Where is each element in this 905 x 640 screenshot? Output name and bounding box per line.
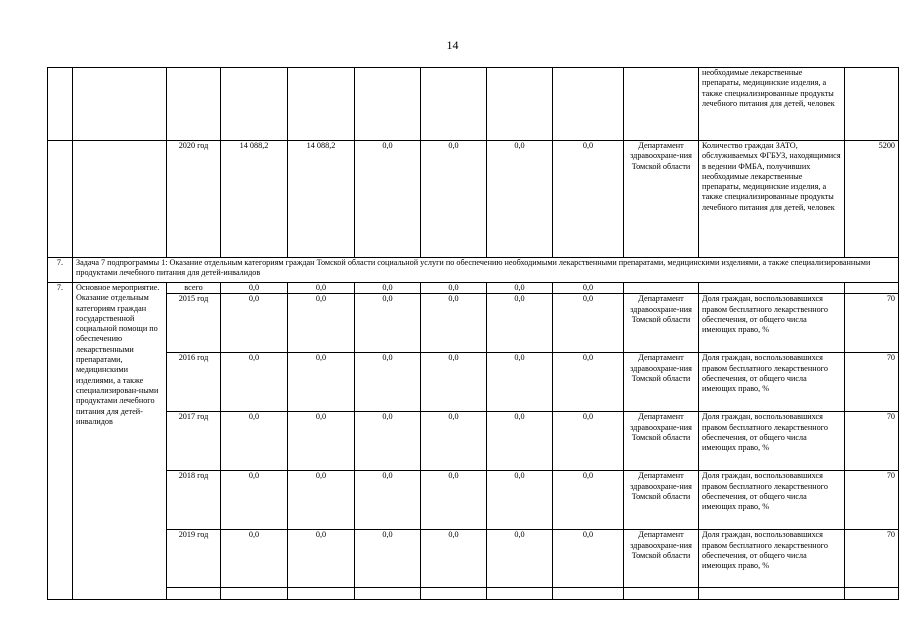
table-row-2020	[48, 141, 899, 258]
cell-year: 2020 год	[167, 141, 221, 258]
cell-value: 0,0	[421, 294, 487, 353]
cell-indicator: Доля граждан, воспользовавшихся правом бесплатного лекарственного обеспечения, от общего числа имеющих право, %	[699, 294, 845, 353]
cell-value: 0,0	[288, 294, 355, 353]
cell-value: 0,0	[553, 412, 624, 471]
cell-target	[845, 588, 899, 600]
cell-value: 0,0	[421, 353, 487, 412]
cell-value: 0,0	[355, 471, 421, 530]
cell-value: 0,0	[421, 530, 487, 588]
cell-value	[288, 588, 355, 600]
cell-indicator: Количество граждан ЗАТО, обслуживаемых ФГБУЗ, находящимися в ведении ФМБА, получивших необходимые лекарственные препараты, медицинские изделия, а также специализированные продукты лечебного питания для детей, человек	[699, 141, 845, 258]
cell-value	[487, 68, 553, 141]
cell-value: 0,0	[288, 283, 355, 294]
cell-department: Департамент здравоохране-ния Томской области	[624, 141, 699, 258]
cell-value	[421, 588, 487, 600]
cell-department: Департамент здравоохране-ния Томской области	[624, 294, 699, 353]
blank-row	[48, 588, 899, 600]
cell-value: 0,0	[221, 294, 288, 353]
cell-value: 0,0	[221, 471, 288, 530]
cell-target: 70	[845, 412, 899, 471]
table-row-2018	[48, 471, 899, 530]
cell-value: 0,0	[487, 530, 553, 588]
cell-year	[167, 68, 221, 141]
cell-value: 0,0	[288, 412, 355, 471]
cell-value	[553, 68, 624, 141]
cell-indicator: Доля граждан, воспользовавшихся правом бесплатного лекарственного обеспечения, от общего числа имеющих право, %	[699, 412, 845, 471]
cell-target: 70	[845, 294, 899, 353]
cell-value: 0,0	[553, 141, 624, 258]
cell-value: 14 088,2	[221, 141, 288, 258]
cell-indicator	[699, 588, 845, 600]
cell-value: 0,0	[288, 530, 355, 588]
cell-value	[487, 588, 553, 600]
cell-name	[73, 141, 167, 258]
cell-value: 0,0	[221, 283, 288, 294]
cell-value: 0,0	[288, 353, 355, 412]
table-row-2019	[48, 530, 899, 588]
cell-indicator: необходимые лекарственные препараты, медицинские изделия, а также специализированные продукты лечебного питания для детей, человек	[699, 68, 845, 141]
cell-department: Департамент здравоохране-ния Томской области	[624, 530, 699, 588]
cell-target: 70	[845, 530, 899, 588]
cell-value: 0,0	[553, 530, 624, 588]
cell-value: 0,0	[288, 471, 355, 530]
cell-value	[355, 588, 421, 600]
cell-value: 0,0	[487, 141, 553, 258]
cell-value: 0,0	[421, 471, 487, 530]
cell-value	[221, 588, 288, 600]
cell-name	[73, 68, 167, 141]
table-row-2015	[48, 294, 899, 353]
cell-year: 2019 год	[167, 530, 221, 588]
cell-target: 70	[845, 471, 899, 530]
cell-value: 0,0	[355, 294, 421, 353]
cell-value: 0,0	[487, 283, 553, 294]
cell-year: 2017 год	[167, 412, 221, 471]
cell-year: всего	[167, 283, 221, 294]
cell-department: Департамент здравоохране-ния Томской области	[624, 353, 699, 412]
cell-year: 2018 год	[167, 471, 221, 530]
cell-target: 5200	[845, 141, 899, 258]
cell-indicator: Доля граждан, воспользовавшихся правом бесплатного лекарственного обеспечения, от общего числа имеющих право, %	[699, 530, 845, 588]
cell-year: 2015 год	[167, 294, 221, 353]
cell-value: 0,0	[221, 353, 288, 412]
cell-num	[48, 68, 73, 141]
cell-value: 0,0	[487, 471, 553, 530]
measure-name: Основное мероприятие. Оказание отдельным категориям граждан государственной социальной помощи по обеспечению лекарственными препаратами, медицинскими изделиями, а также специализирован-ными продуктами лечебного питания для детей-инвалидов	[73, 283, 167, 600]
cell-department	[624, 283, 699, 294]
cell-value: 0,0	[487, 294, 553, 353]
cell-value: 0,0	[487, 412, 553, 471]
cell-indicator: Доля граждан, воспользовавшихся правом бесплатного лекарственного обеспечения, от общего числа имеющих право, %	[699, 353, 845, 412]
cell-value: 0,0	[221, 412, 288, 471]
total-row	[48, 283, 899, 294]
cell-value: 0,0	[553, 283, 624, 294]
cell-value	[288, 68, 355, 141]
continuation-row	[48, 68, 899, 141]
table-row-2016	[48, 353, 899, 412]
cell-value	[355, 68, 421, 141]
cell-target: 70	[845, 353, 899, 412]
cell-value	[421, 68, 487, 141]
task-text: Задача 7 подпрограммы 1: Оказание отдельным категориям граждан Томской области социальной услуги по обеспечению необходимыми лекарственными препаратами, медицинскими изделиями, а также специализированными продуктами лечебного питания для детей-инвалидов	[73, 258, 899, 283]
cell-value: 0,0	[553, 294, 624, 353]
cell-value: 14 088,2	[288, 141, 355, 258]
cell-year	[167, 588, 221, 600]
cell-value: 0,0	[487, 353, 553, 412]
cell-target	[845, 283, 899, 294]
cell-department	[624, 68, 699, 141]
table-body	[48, 68, 899, 600]
cell-department	[624, 588, 699, 600]
cell-value: 0,0	[421, 141, 487, 258]
task-row	[48, 258, 899, 283]
cell-value: 0,0	[553, 471, 624, 530]
cell-target	[845, 68, 899, 141]
cell-value: 0,0	[421, 412, 487, 471]
measure-number: 7.	[48, 283, 73, 600]
program-table	[47, 67, 899, 600]
task-number: 7.	[48, 258, 73, 283]
cell-year: 2016 год	[167, 353, 221, 412]
cell-department: Департамент здравоохране-ния Томской области	[624, 471, 699, 530]
cell-num	[48, 141, 73, 258]
cell-indicator	[699, 283, 845, 294]
cell-indicator: Доля граждан, воспользовавшихся правом бесплатного лекарственного обеспечения, от общего числа имеющих право, %	[699, 471, 845, 530]
cell-value: 0,0	[355, 530, 421, 588]
table-row-2017	[48, 412, 899, 471]
cell-value: 0,0	[553, 353, 624, 412]
cell-value	[553, 588, 624, 600]
cell-value: 0,0	[355, 283, 421, 294]
cell-value	[221, 68, 288, 141]
cell-value: 0,0	[355, 353, 421, 412]
cell-department: Департамент здравоохране-ния Томской области	[624, 412, 699, 471]
cell-value: 0,0	[421, 283, 487, 294]
cell-value: 0,0	[221, 530, 288, 588]
cell-value: 0,0	[355, 412, 421, 471]
cell-value: 0,0	[355, 141, 421, 258]
page-number: 14	[446, 38, 459, 52]
